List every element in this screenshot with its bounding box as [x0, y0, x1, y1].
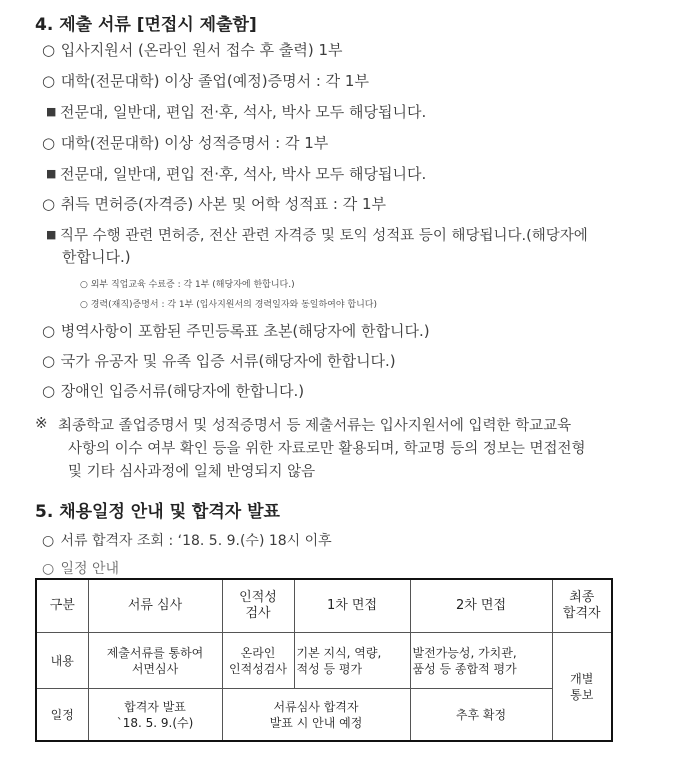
- list-item: ○ 입사지원서 (온라인 원서 접수 후 출력) 1부: [42, 41, 343, 59]
- square-bullet-icon: ■: [46, 105, 57, 118]
- circle-bullet-icon: ○: [42, 72, 56, 90]
- table-cell: 서류심사 합격자 발표 시 안내 예정: [222, 689, 410, 741]
- table-row: [36, 689, 612, 741]
- small-circle-bullet-icon: ○: [80, 280, 88, 290]
- table-cell: 발전가능성, 가치관, 품성 등 종합적 평가: [410, 633, 552, 689]
- table-cell: 기본 지식, 역량, 적성 등 평가: [294, 633, 410, 689]
- circle-bullet-icon: ○: [42, 533, 55, 549]
- list-item: ○ 장애인 입증서류(해당자에 한합니다.): [42, 382, 305, 400]
- square-bullet-icon: ■: [46, 228, 57, 241]
- circle-bullet-icon: ○: [42, 382, 56, 400]
- header-cell: 구분: [36, 579, 88, 633]
- circle-bullet-icon: ○: [42, 322, 56, 340]
- section4-title: 4. 제출 서류 [면접시 제출함]: [35, 15, 257, 35]
- list-item: ■ 직무 수행 관련 면허증, 전산 관련 자격증 및 토익 성적표 등이 해당됩니다.(해당자에: [46, 228, 588, 244]
- row-label: 내용: [36, 633, 88, 689]
- schedule-table: [35, 578, 613, 742]
- square-bullet-icon: ■: [46, 167, 57, 180]
- circle-bullet-icon: ○: [42, 561, 55, 577]
- note-line: 사항의 이수 여부 확인 등을 위한 자료로만 활용되며, 학교명 등의 정보는 면접전형: [68, 441, 586, 457]
- table-cell: 합격자 발표 `18. 5. 9.(수): [88, 689, 222, 741]
- list-item: ○ 국가 유공자 및 유족 입증 서류(해당자에 한합니다.): [42, 352, 396, 370]
- list-item: ○ 대학(전문대학) 이상 졸업(예정)증명서 : 각 1부: [42, 72, 369, 90]
- list-item: ■ 전문대, 일반대, 편입 전·후, 석사, 박사 모두 해당됩니다.: [46, 103, 427, 121]
- table-header-row: [36, 579, 612, 633]
- note-line: 및 기타 심사과정에 일체 반영되지 않음: [68, 464, 316, 480]
- list-item: ○ 서류 합격자 조회 : ‘18. 5. 9.(수) 18시 이후: [42, 533, 332, 549]
- circle-bullet-icon: ○: [42, 195, 56, 213]
- circle-bullet-icon: ○: [42, 134, 56, 152]
- list-item: ○ 병역사항이 포함된 주민등록표 초본(해당자에 한합니다.): [42, 322, 430, 340]
- note-mark-icon: ※: [35, 414, 48, 432]
- list-item: ○ 대학(전문대학) 이상 성적증명서 : 각 1부: [42, 134, 329, 152]
- sub-list-item: ○ 외부 직업교육 수료증 : 각 1부 (해당자에 한합니다.): [80, 280, 295, 290]
- circle-bullet-icon: ○: [42, 352, 56, 370]
- list-item: ■ 전문대, 일반대, 편입 전·후, 석사, 박사 모두 해당됩니다.: [46, 165, 427, 183]
- header-cell: 최종 합격자: [552, 579, 612, 633]
- table-cell-final: 개별 통보: [552, 633, 612, 741]
- note-line: 최종학교 졸업증명서 및 성적증명서 등 제출서류는 입사지원서에 입력한 학교교육: [58, 418, 572, 434]
- table-cell: 추후 확정: [410, 689, 552, 741]
- small-circle-bullet-icon: ○: [80, 300, 88, 310]
- header-cell: 1차 면접: [294, 579, 410, 633]
- sub-list-item: ○ 경력(재직)증명서 : 각 1부 (입사지원서의 경력일자와 동일하여야 합니다): [80, 300, 377, 310]
- list-item: ○ 일정 안내: [42, 561, 119, 577]
- list-item-continuation: 한합니다.): [62, 248, 131, 266]
- header-cell: 서류 심사: [88, 579, 222, 633]
- circle-bullet-icon: ○: [42, 41, 56, 59]
- table-row: [36, 633, 612, 689]
- list-item: ○ 취득 면허증(자격증) 사본 및 어학 성적표 : 각 1부: [42, 195, 387, 213]
- table-cell: 제출서류를 통하여 서면심사: [88, 633, 222, 689]
- table-cell: 온라인 인적성검사: [222, 633, 294, 689]
- row-label: 일정: [36, 689, 88, 741]
- header-cell: 2차 면접: [410, 579, 552, 633]
- section5-title: 5. 채용일정 안내 및 합격자 발표: [35, 502, 280, 522]
- header-cell: 인적성 검사: [222, 579, 294, 633]
